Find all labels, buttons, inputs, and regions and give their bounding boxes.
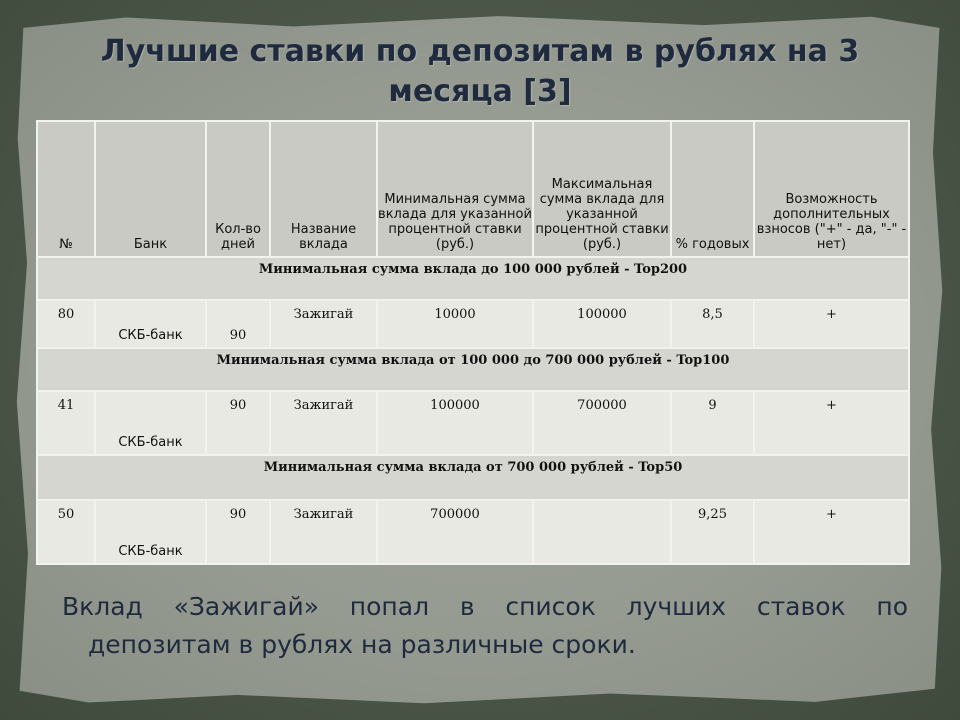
cell-days: 90 [206, 300, 270, 348]
section-title: Минимальная сумма вклада от 100 000 до 700 000 рублей - Top100 [37, 348, 909, 391]
cell-no: 50 [37, 500, 95, 564]
slide-title [60, 32, 900, 112]
summary-line-2: депозитам в рублях на различные сроки. [88, 630, 636, 659]
cell-name: Зажигай [270, 391, 377, 455]
deposit-table-wrap [36, 120, 908, 563]
cell-no: 80 [37, 300, 95, 348]
title-line-1: Лучшие ставки по депозитам в рублях на 3 [100, 34, 860, 69]
section-row [37, 455, 909, 500]
header-rate: % годовых [671, 121, 754, 257]
table-row [37, 300, 909, 348]
cell-bank: СКБ-банк [95, 300, 206, 348]
cell-max-sum: 700000 [533, 391, 671, 455]
header-extra: Возможность дополнительных взносов ("+" - да, "-" - нет) [754, 121, 909, 257]
header-no: № [37, 121, 95, 257]
table-header-row [37, 121, 909, 257]
cell-rate: 9 [671, 391, 754, 455]
table-row [37, 500, 909, 564]
table-row [37, 391, 909, 455]
section-title: Минимальная сумма вклада до 100 000 рублей - Top200 [37, 257, 909, 300]
header-max-sum: Максимальная сумма вклада для указанной процентной ставки (руб.) [533, 121, 671, 257]
deposit-table [36, 120, 910, 565]
cell-extra: + [754, 300, 909, 348]
cell-extra: + [754, 391, 909, 455]
cell-min-sum: 700000 [377, 500, 533, 564]
header-name: Название вклада [270, 121, 377, 257]
cell-min-sum: 100000 [377, 391, 533, 455]
section-row [37, 348, 909, 391]
header-bank: Банк [95, 121, 206, 257]
cell-extra: + [754, 500, 909, 564]
cell-name: Зажигай [270, 300, 377, 348]
header-days: Кол-во дней [206, 121, 270, 257]
cell-min-sum: 10000 [377, 300, 533, 348]
header-min-sum: Минимальная сумма вклада для указанной процентной ставки (руб.) [377, 121, 533, 257]
section-title: Минимальная сумма вклада от 700 000 рублей - Top50 [37, 455, 909, 500]
summary-text [62, 588, 908, 664]
cell-bank: СКБ-банк [95, 500, 206, 564]
cell-days: 90 [206, 391, 270, 455]
cell-days: 90 [206, 500, 270, 564]
title-line-2: месяца [3] [388, 74, 572, 109]
summary-line-1: Вклад «Зажигай» попал в список лучших ставок по [62, 592, 908, 621]
cell-rate: 9,25 [671, 500, 754, 564]
cell-max-sum [533, 500, 671, 564]
cell-bank: СКБ-банк [95, 391, 206, 455]
cell-max-sum: 100000 [533, 300, 671, 348]
cell-name: Зажигай [270, 500, 377, 564]
section-row [37, 257, 909, 300]
cell-rate: 8,5 [671, 300, 754, 348]
cell-no: 41 [37, 391, 95, 455]
